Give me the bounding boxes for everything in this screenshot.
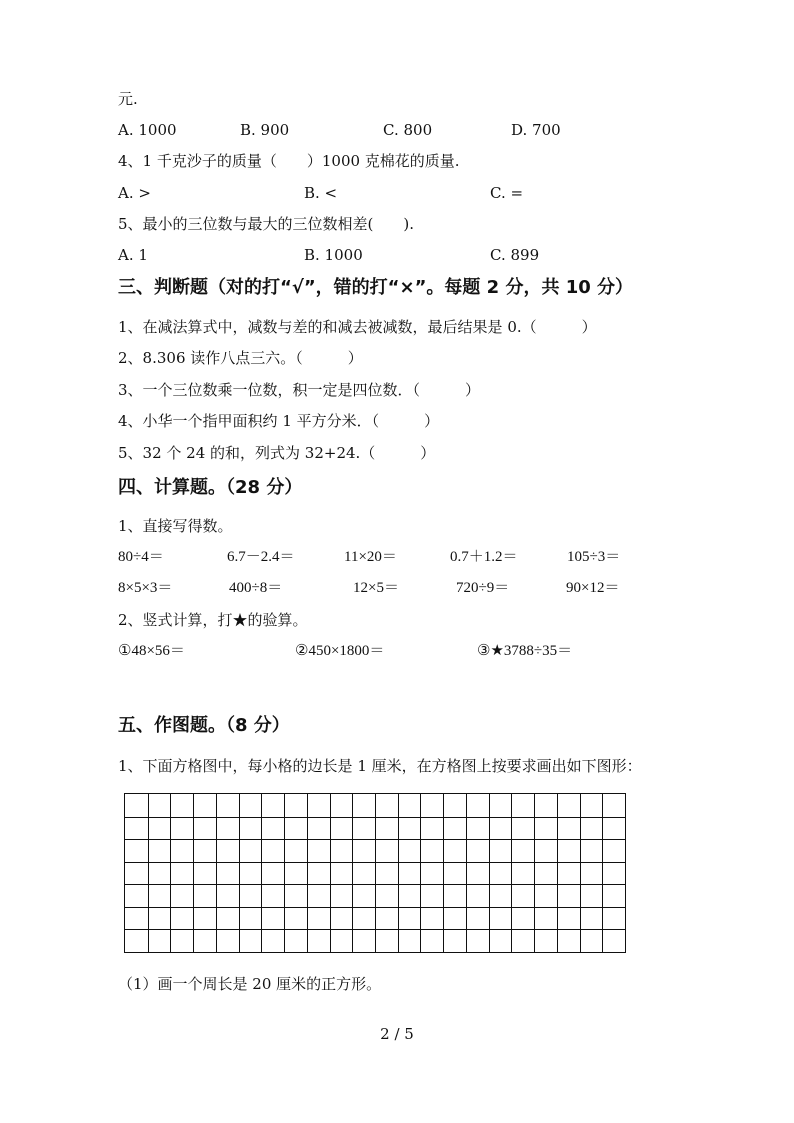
drawing-task-1: （1）画一个周长是 20 厘米的正方形。: [118, 975, 382, 993]
calc-item: 6.7－2.4＝: [227, 549, 295, 565]
option-c: C. =: [490, 184, 524, 202]
option-b: B. 900: [240, 121, 290, 139]
grid-lines: [125, 794, 625, 952]
vertical-calc-1: ①48×56＝: [118, 643, 185, 659]
judge-item-1: 1、在减法算式中，减数与差的和减去被减数，最后结果是 0.（ ）: [118, 318, 597, 336]
calc-item: 0.7＋1.2＝: [450, 549, 518, 565]
judge-item-2: 2、8.306 读作八点三六。（ ）: [118, 349, 363, 367]
calc-sub-1: 1、直接写得数。: [118, 517, 233, 535]
judge-item-4: 4、小华一个指甲面积约 1 平方分米．（ ）: [118, 412, 440, 430]
option-c: C. 800: [383, 121, 433, 139]
judge-item-5: 5、32 个 24 的和，列式为 32+24.（ ）: [118, 444, 436, 462]
option-c: C. 899: [490, 246, 540, 264]
section-4-heading: 四、计算题。（28 分）: [118, 477, 303, 498]
option-b: B. 1000: [304, 246, 363, 264]
square-grid[interactable]: [124, 793, 626, 953]
section-5-heading: 五、作图题。（8 分）: [118, 715, 290, 736]
question-tail: 元.: [118, 90, 138, 108]
calc-item: 720÷9＝: [456, 580, 510, 596]
option-a: A. 1000: [118, 121, 177, 139]
page-number: 2 / 5: [380, 1025, 414, 1043]
vertical-calc-2: ②450×1800＝: [295, 643, 385, 659]
option-d: D. 700: [511, 121, 561, 139]
judge-item-3: 3、一个三位数乘一位数，积一定是四位数．（ ）: [118, 381, 481, 399]
calc-item: 11×20＝: [344, 549, 397, 565]
calc-item: 80÷4＝: [118, 549, 164, 565]
option-a: A. >: [118, 184, 151, 202]
calc-item: 12×5＝: [353, 580, 399, 596]
calc-sub-2: 2、竖式计算，打★的验算。: [118, 611, 308, 629]
calc-item: 400÷8＝: [229, 580, 283, 596]
calc-item: 90×12＝: [566, 580, 620, 596]
option-a: A. 1: [118, 246, 148, 264]
calc-item: 8×5×3＝: [118, 580, 173, 596]
vertical-calc-3: ③★3788÷35＝: [477, 643, 573, 659]
section-3-heading: 三、判断题（对的打“√”，错的打“×”。每题 2 分，共 10 分）: [118, 277, 634, 298]
option-b: B. <: [304, 184, 338, 202]
drawing-sub-1: 1、下面方格图中，每小格的边长是 1 厘米，在方格图上按要求画出如下图形：: [118, 757, 642, 775]
calc-item: 105÷3＝: [567, 549, 621, 565]
question-5: 5、最小的三位数与最大的三位数相差( ).: [118, 215, 415, 233]
question-4: 4、1 千克沙子的质量（ ）1000 克棉花的质量.: [118, 152, 460, 170]
